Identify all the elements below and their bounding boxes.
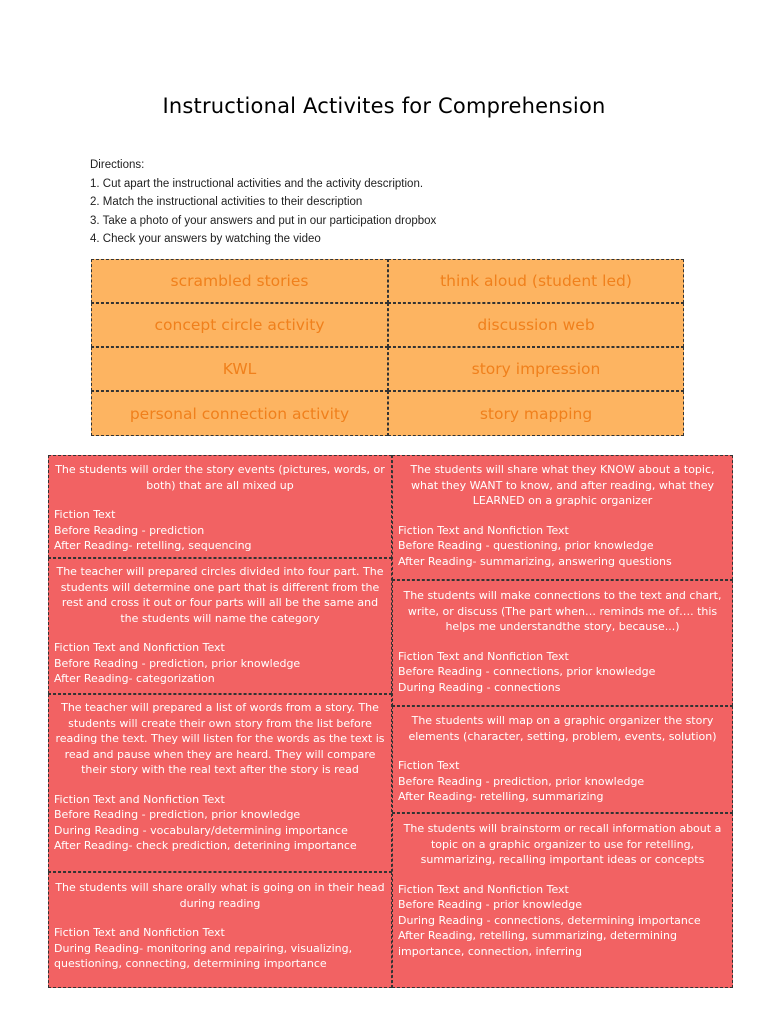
card-line: Fiction Text and Nonfiction Text — [54, 792, 225, 806]
card-description: The students will brainstorm or recall information about a topic on a graphic organizer to use for retelling, summarizing, recalling important ideas or concepts — [403, 822, 722, 866]
directions — [90, 156, 690, 249]
description-card[interactable] — [48, 694, 392, 872]
card-details — [54, 792, 386, 854]
card-line: Before Reading - prior knowledge — [398, 898, 583, 911]
card-details — [54, 640, 386, 687]
activity-personal-connection[interactable]: personal connection activity — [91, 391, 388, 436]
card-line: After Reading- summarizing, answering questions — [398, 554, 672, 568]
card-line: Before Reading - questioning, prior knowledge — [398, 539, 654, 552]
card-details — [398, 758, 727, 805]
card-line: Before Reading - prediction, prior knowledge — [398, 774, 645, 788]
direction-item: 1. Cut apart the instructional activities and the activity description. — [90, 177, 424, 190]
card-description: The students will order the story events (pictures, words, or both) that are all mixed up — [55, 463, 385, 492]
activity-story-impression[interactable]: story impression — [388, 347, 684, 391]
card-description: The students will share what they KNOW about a topic, what they WANT to know, and after reading, what they LEARNED on a graphic organizer — [410, 463, 715, 507]
card-line: Fiction Text and Nonfiction Text — [54, 641, 225, 654]
direction-item: 3. Take a photo of your answers and put in our participation dropbox — [90, 214, 437, 227]
directions-heading: Directions: — [90, 159, 145, 171]
activity-scrambled-stories[interactable]: scrambled stories — [91, 259, 388, 303]
description-card[interactable] — [48, 872, 392, 988]
description-card[interactable] — [48, 455, 392, 558]
card-line: Fiction Text and Nonfiction Text — [398, 649, 569, 663]
card-details — [398, 523, 727, 570]
card-details — [398, 882, 727, 960]
activity-discussion-web[interactable]: discussion web — [388, 303, 684, 347]
direction-item: 4. Check your answers by watching the video — [90, 233, 321, 246]
description-card[interactable] — [392, 813, 733, 988]
card-line: Before Reading - prediction, prior knowledge — [54, 808, 301, 821]
card-line: During Reading - connections, determining importance — [398, 913, 701, 927]
card-description: The teacher will prepared a list of words from a story. The students will create their own story from the list before reading the text. They will listen for the words as the text is read and pause when they are heard. They will compare their story with the real text after the story is read — [55, 701, 385, 776]
card-line: After Reading- retelling, sequencing — [54, 539, 252, 552]
card-details — [54, 925, 386, 972]
activity-think-aloud[interactable]: think aloud (student led) — [388, 259, 684, 303]
description-card[interactable] — [392, 580, 733, 706]
card-line: Fiction Text and Nonfiction Text — [398, 523, 569, 537]
description-card[interactable] — [392, 706, 733, 813]
card-line: During Reading - vocabulary/determining importance — [54, 823, 348, 837]
card-details — [54, 507, 386, 554]
card-line: Fiction Text — [398, 759, 460, 772]
card-line: Fiction Text and Nonfiction Text — [398, 882, 569, 896]
card-line: After Reading, retelling, summarizing, determining importance, connection, inferring — [398, 929, 677, 958]
activity-story-mapping[interactable]: story mapping — [388, 391, 684, 436]
card-description: The students will share orally what is going on in their head during reading — [55, 881, 385, 910]
card-description: The teacher will prepared circles divided into four part. The students will determine one part that is different from the rest and cross it out or four parts will all be the same and the students will name the category — [56, 565, 384, 625]
card-description: The students will make connections to the text and chart, write, or discuss (The part when… reminds me of…. this helps me understandthe story, because...) — [403, 589, 722, 633]
card-line: Fiction Text — [54, 508, 116, 521]
card-line: Before Reading - connections, prior knowledge — [398, 665, 656, 678]
activity-kwl[interactable]: KWL — [91, 347, 388, 391]
card-line: After Reading- retelling, summarizing — [398, 790, 604, 803]
card-line: Before Reading - prediction, prior knowledge — [54, 656, 301, 670]
card-line: Before Reading - prediction — [54, 523, 205, 537]
page-title: Instructional Activites for Comprehension — [162, 94, 606, 118]
activity-concept-circle[interactable]: concept circle activity — [91, 303, 388, 347]
direction-item: 2. Match the instructional activities to their description — [90, 196, 363, 209]
card-line: After Reading- categorization — [54, 672, 215, 685]
card-description: The students will map on a graphic organizer the story elements (character, setting, problem, events, solution) — [408, 714, 717, 743]
card-details — [398, 649, 727, 696]
description-card[interactable] — [392, 455, 733, 580]
description-card[interactable] — [48, 558, 392, 694]
card-line: After Reading- check prediction, deterining importance — [54, 839, 357, 852]
card-line: During Reading- monitoring and repairing, visualizing, questioning, connecting, determining importance — [54, 941, 353, 970]
card-line: During Reading - connections — [398, 680, 561, 694]
card-line: Fiction Text and Nonfiction Text — [54, 926, 225, 939]
